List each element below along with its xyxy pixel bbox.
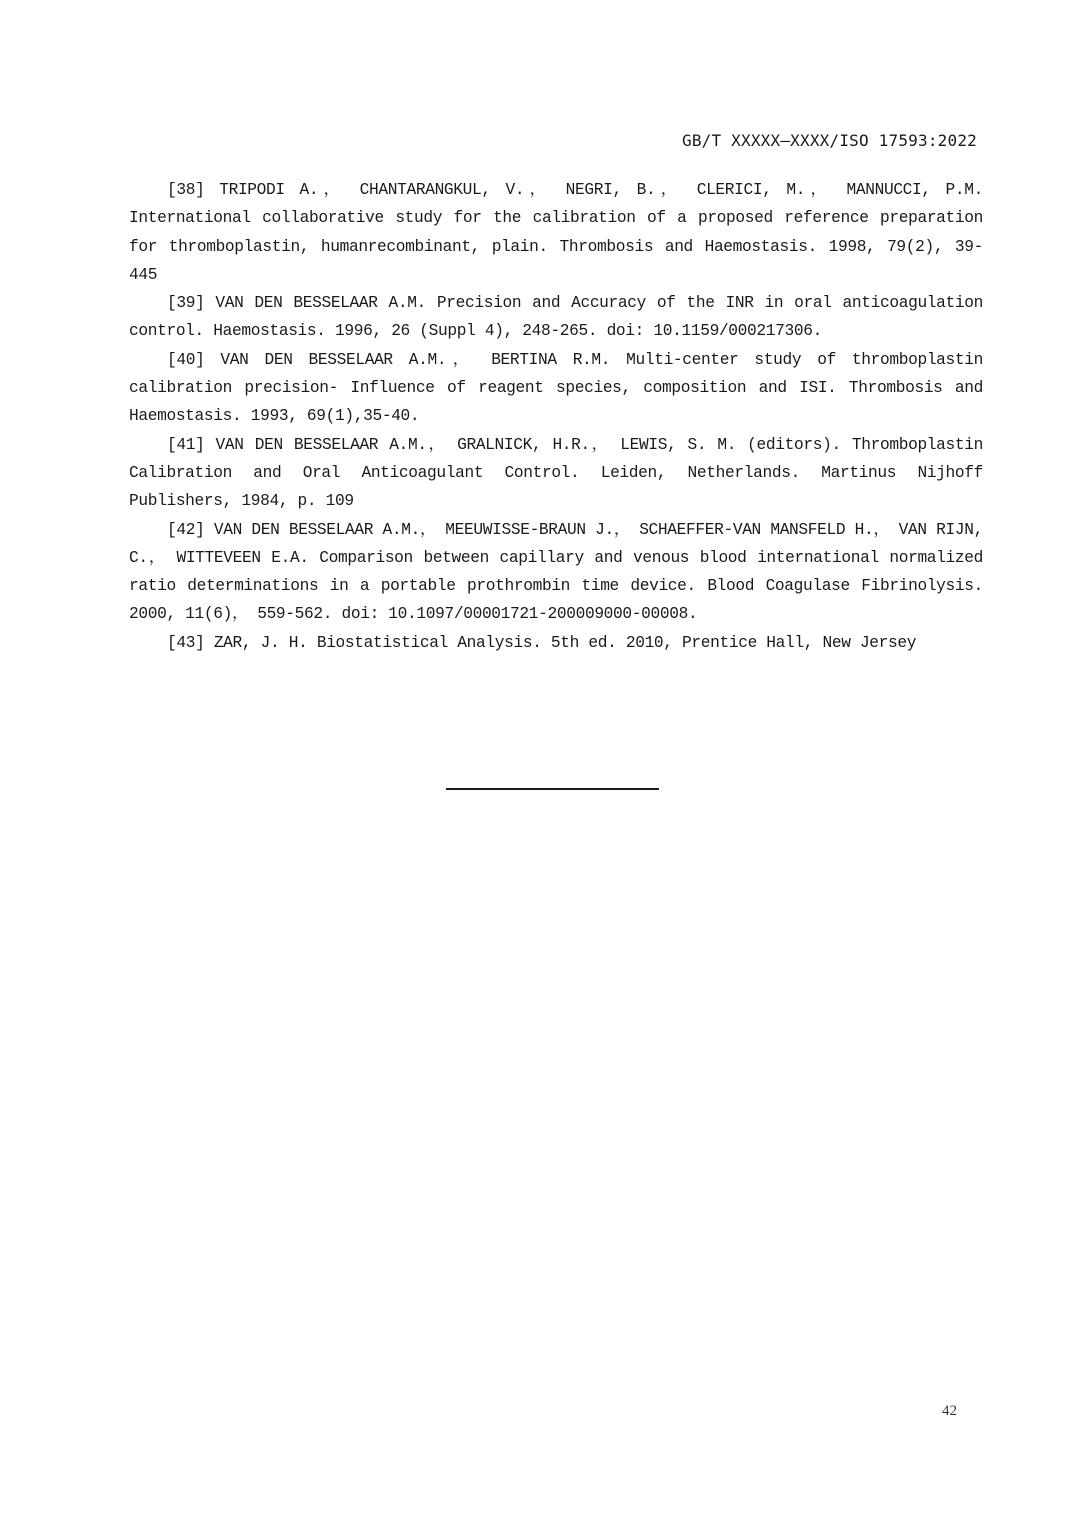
end-of-document-rule xyxy=(446,788,659,790)
reference-list xyxy=(129,176,983,657)
page-number: 42 xyxy=(942,1403,957,1419)
reference-41: [41] VAN DEN BESSELAAR A.M.， GRALNICK, H.R.， LEWIS, S. M. (editors). Thromboplastin Calibration and Oral Anticoagulant Control. Leiden, Netherlands. Martinus Nijhoff Publishers, 1984, p. 109 xyxy=(129,435,983,511)
reference-43: [43] ZAR, J. H. Biostatistical Analysis. 5th ed. 2010, Prentice Hall, New Jersey xyxy=(167,633,917,652)
reference-40: [40] VAN DEN BESSELAAR A.M.， BERTINA R.M. Multi-center study of thromboplastin calibration precision- Influence of reagent species, composition and ISI. Thrombosis and Haemostasis. 1993, 69(1),35-40. xyxy=(129,350,983,426)
reference-38: [38] TRIPODI A.， CHANTARANGKUL, V.， NEGRI, B.， CLERICI, M.， MANNUCCI, P.M. International collaborative study for the calibration of a proposed reference preparation for thromboplastin, humanrecombinant, plain. Thrombosis and Haemostasis. 1998, 79(2), 39-445 xyxy=(129,181,983,284)
document-header-code: GB/T XXXXX—XXXX/ISO 17593:2022 xyxy=(682,131,977,150)
reference-39: [39] VAN DEN BESSELAAR A.M. Precision and Accuracy of the INR in oral anticoagulation control. Haemostasis. 1996, 26 (Suppl 4), 248-265. doi: 10.1159/000217306. xyxy=(129,294,983,341)
reference-42: [42] VAN DEN BESSELAAR A.M.， MEEUWISSE-BRAUN J.， SCHAEFFER-VAN MANSFELD H.， VAN RIJN, C.， WITTEVEEN E.A. Comparison between capillary and venous blood international normalized ratio determinations in a portable prothrombin time device. Blood Coagulase Fibrinolysis. 2000, 11(6)， 559-562. doi: 10.1097/00001721-200009000-00008. xyxy=(129,520,983,624)
